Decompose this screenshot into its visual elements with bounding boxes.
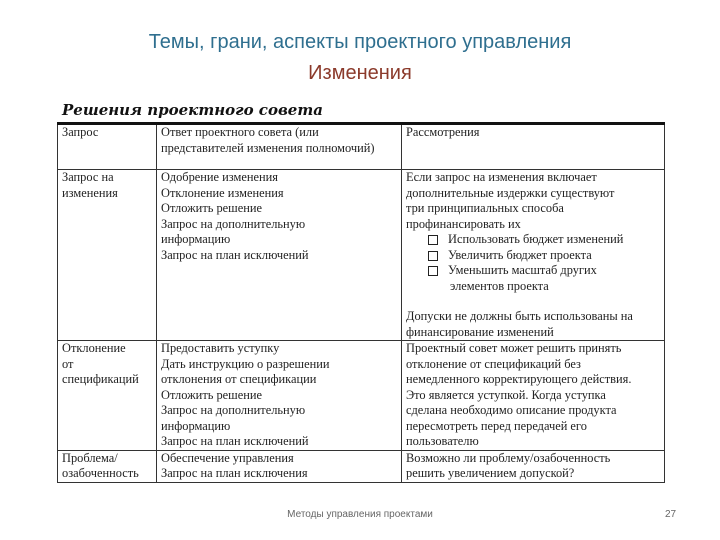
bullet-text: Уменьшить масштаб других bbox=[448, 263, 597, 277]
page-number: 27 bbox=[665, 509, 677, 520]
text-line: пользователю bbox=[406, 434, 479, 448]
text-line: Это является уступкой. Когда уступка bbox=[406, 387, 606, 402]
checkbox-bullet-icon bbox=[428, 235, 438, 245]
text-line: Запрос на план исключений bbox=[161, 247, 309, 262]
table-row bbox=[58, 170, 665, 341]
slide-title: Темы, грани, аспекты проектного управления bbox=[148, 31, 572, 53]
cell-response bbox=[157, 341, 402, 451]
header-request: Запрос bbox=[58, 124, 157, 170]
cell-considerations bbox=[402, 450, 665, 482]
text-line: финансирование изменений bbox=[406, 324, 554, 339]
cell-request bbox=[58, 170, 157, 341]
text-line: озабоченность bbox=[62, 466, 139, 480]
text-line: Отклонение изменения bbox=[161, 185, 284, 200]
bullet-text: Увеличить бюджет проекта bbox=[448, 247, 592, 262]
text-line: Отложить решение bbox=[161, 387, 262, 402]
decisions-table bbox=[57, 122, 665, 483]
slide-subtitle: Изменения bbox=[308, 62, 412, 84]
text-line: Запрос на bbox=[62, 170, 114, 184]
text-line: Обеспечение управления bbox=[161, 450, 294, 465]
text-line: информацию bbox=[161, 418, 231, 433]
text-line: пересмотреть перед передачей его bbox=[406, 418, 587, 433]
table-header-row bbox=[58, 124, 665, 170]
table-row bbox=[58, 450, 665, 482]
text-line: немедленного корректирующего действия. bbox=[406, 372, 632, 386]
checkbox-bullet-icon bbox=[428, 251, 438, 261]
header-considerations: Рассмотрения bbox=[402, 124, 665, 170]
text-line: Запрос на дополнительную bbox=[161, 216, 306, 231]
text-line: Проблема/ bbox=[62, 450, 118, 465]
text-line: Запрос на план исключений bbox=[161, 434, 309, 448]
cell-considerations bbox=[402, 170, 665, 341]
text-line: отклонения от спецификации bbox=[161, 372, 317, 386]
text-line: Предоставить уступку bbox=[161, 341, 280, 355]
text-line: отклонение от спецификаций без bbox=[406, 356, 581, 371]
text-line: Допуски не должны быть использованы на bbox=[406, 309, 633, 323]
table-caption: Решения проектного совета bbox=[62, 101, 323, 119]
text-line: решить увеличением допуской? bbox=[406, 466, 575, 480]
text-line: Отложить решение bbox=[161, 201, 262, 215]
cell-considerations bbox=[402, 341, 665, 451]
text-line: изменения bbox=[62, 185, 118, 200]
bullet-text: Использовать бюджет изменений bbox=[448, 232, 624, 246]
cell-request bbox=[58, 341, 157, 451]
text-line: Запрос на план исключения bbox=[161, 466, 308, 480]
text-line: Отклонение bbox=[62, 341, 126, 355]
text-line: профинансировать их bbox=[406, 216, 521, 231]
cell-request bbox=[58, 450, 157, 482]
text-line: Одобрение изменения bbox=[161, 170, 278, 184]
text-line: три принципиальных способа bbox=[406, 201, 564, 215]
text-line: информацию bbox=[161, 232, 231, 246]
text-line: Возможно ли проблему/озабоченность bbox=[406, 450, 611, 465]
text-line: от bbox=[62, 356, 74, 371]
bullet-text: элементов проекта bbox=[450, 278, 549, 293]
header-response: Ответ проектного совета (или представителей изменения полномочий) bbox=[157, 124, 402, 170]
cell-response bbox=[157, 450, 402, 482]
checkbox-bullet-icon bbox=[428, 266, 438, 276]
bullet-item bbox=[406, 248, 660, 264]
cell-response bbox=[157, 170, 402, 341]
text-line: Дать инструкцию о разрешении bbox=[161, 356, 330, 371]
text-line: спецификаций bbox=[62, 372, 139, 386]
text-line: Если запрос на изменения включает bbox=[406, 170, 597, 184]
bullet-item bbox=[406, 263, 660, 279]
slide-footer: Методы управления проектами bbox=[287, 509, 433, 520]
text-line: Запрос на дополнительную bbox=[161, 403, 306, 417]
table-row bbox=[58, 341, 665, 451]
text-line: Проектный совет может решить принять bbox=[406, 341, 622, 355]
text-line: дополнительные издержки существуют bbox=[406, 185, 615, 200]
bullet-item bbox=[406, 232, 660, 248]
text-line: сделана необходимо описание продукта bbox=[406, 403, 617, 417]
